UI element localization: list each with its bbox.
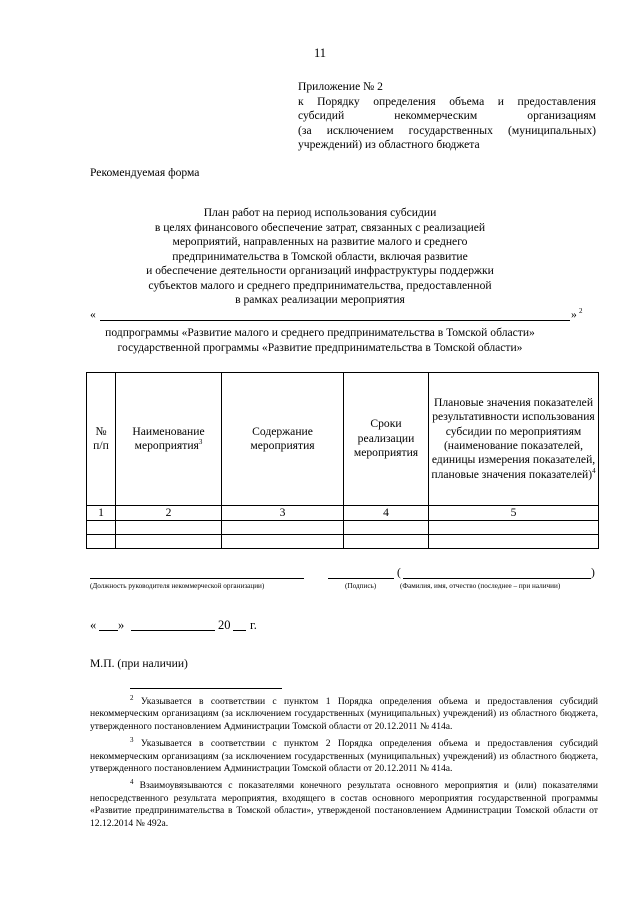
year-blank (233, 630, 246, 631)
event-name-line: « » 2 (90, 307, 583, 321)
table-row (87, 535, 599, 549)
plan-title (70, 206, 570, 308)
paren-open: ( (397, 566, 401, 579)
table-cell (429, 535, 599, 549)
footnote-separator (130, 688, 282, 689)
footnote-text: Указывается в соответствии с пунктом 1 Порядка определения объема и предоставления субсидий некоммерческим организациям (за исключением государственных (муниципальных) учреждений) из областного бюджета, утвержденного постановлением Администрации Томской области от 20.12.2011 № 414а. (90, 696, 599, 732)
page-number: 11 (313, 46, 327, 60)
table-cell: 3 (222, 506, 344, 521)
table-cell: 1 (87, 506, 116, 521)
footnote-ref: 3 (198, 438, 203, 447)
appendix-line: учреждений) из областного бюджета (298, 138, 480, 151)
table-cell (429, 521, 599, 535)
header-name: Наименование мероприятия$^3$ (116, 373, 222, 506)
table-cell (87, 521, 116, 535)
table-cell: 5 (429, 506, 599, 521)
year-suffix: г. (250, 618, 257, 632)
month-blank (131, 630, 215, 631)
day-blank (99, 630, 118, 631)
stamp-label: М.П. (при наличии) (90, 657, 188, 670)
quote-close: » (571, 308, 577, 321)
header-number: № п/п (87, 373, 116, 506)
plan-title-line: предпринимательства в Томской области, включая развитие (172, 249, 468, 263)
table-number-row (87, 506, 599, 521)
footnote-number: 3 (130, 736, 134, 745)
table-header-row (87, 373, 599, 506)
table-cell (116, 535, 222, 549)
appendix-line: (за исключением государственных (муниципальных) (298, 123, 596, 137)
table-cell: 4 (344, 506, 429, 521)
footnote-text: Взаимоувязываются с показателями конечного результата основного мероприятия и (или) показателями непосредственного результата мероприятия, входящего в состав основного мероприятия государственной программы «Развитие предпринимательства в Томской области», утвержденой постановлением Администрации Томской области от 12.12.2014 № 492а. (90, 780, 598, 829)
plan-title-line: в целях финансового обеспечение затрат, связанных с реализацией (154, 220, 486, 234)
table-cell (222, 535, 344, 549)
signature-blank (328, 578, 394, 579)
appendix-title: Приложение № 2 (298, 80, 383, 93)
footnote (90, 693, 599, 733)
table-cell (87, 535, 116, 549)
footnote-text: Указывается в соответствии с пунктом 2 Порядка определения объема и предоставления субсидий некоммерческим организациям (за исключением государственных (муниципальных) учреждений) из областного бюджета, утвержденного постановлением Администрации Томской области от 20.12.2011 № 414а. (90, 738, 599, 775)
paren-close: ) (591, 566, 595, 579)
plan-title-line: План работ на период использования субсидии (203, 206, 437, 219)
appendix-line: к Порядку определения объема и предоставления (298, 94, 596, 108)
plan-table (86, 372, 599, 549)
footnote-number: 4 (130, 778, 134, 787)
subprogram-line: подпрограммы «Развитие малого и среднего предпринимательства в Томской области» (105, 326, 535, 339)
event-name-blank (100, 320, 570, 321)
plan-title-line: и обеспечение деятельности организаций инфраструктуры поддержки (146, 264, 494, 277)
footnote (90, 780, 598, 830)
position-caption: (Должность руководителя некоммерческой организации) (90, 582, 265, 590)
appendix-block (298, 80, 596, 153)
quote-open: « (90, 308, 96, 321)
table-cell (222, 521, 344, 535)
name-caption: (Фамилия, имя, отчество (последнее – при наличии) (400, 582, 561, 590)
footnote (90, 738, 598, 775)
footnote-number: 2 (130, 693, 134, 702)
appendix-line: субсидий некоммерческим организациям (298, 109, 596, 122)
recommended-form-label: Рекомендуемая форма (90, 166, 200, 179)
table-cell (344, 521, 429, 535)
plan-title-line: в рамках реализации мероприятия (235, 293, 405, 306)
program-line: государственной программы «Развитие предпринимательства в Томской области» (117, 340, 523, 354)
position-blank (90, 578, 304, 579)
table-cell (344, 535, 429, 549)
header-terms: Сроки реализации мероприятия (344, 373, 429, 506)
table-cell: 2 (116, 506, 222, 521)
footnote-ref: 4 (592, 466, 596, 475)
date-quote-open: « (90, 618, 97, 632)
signature-caption: (Подпись) (345, 582, 377, 590)
date-quote-close: » (118, 618, 125, 632)
footnotes (90, 693, 599, 830)
table-row (87, 521, 599, 535)
header-indicators: Плановые значения показателей результативности использования субсидии по мероприятиям (наименование показателей, единицы измерения показателей, плановые значения показателей)$^4$ (429, 373, 599, 506)
plan-title-line: субъектов малого и среднего предпринимательства, предоставленной (148, 278, 492, 292)
name-blank (403, 578, 591, 579)
table-cell (116, 521, 222, 535)
date-line (90, 618, 290, 634)
year-prefix: 20 (218, 618, 231, 632)
plan-title-line: мероприятий, направленных на развитие малого и среднего (172, 235, 468, 248)
plan-subtitle (40, 326, 600, 355)
header-content: Содержание мероприятия (222, 373, 344, 506)
